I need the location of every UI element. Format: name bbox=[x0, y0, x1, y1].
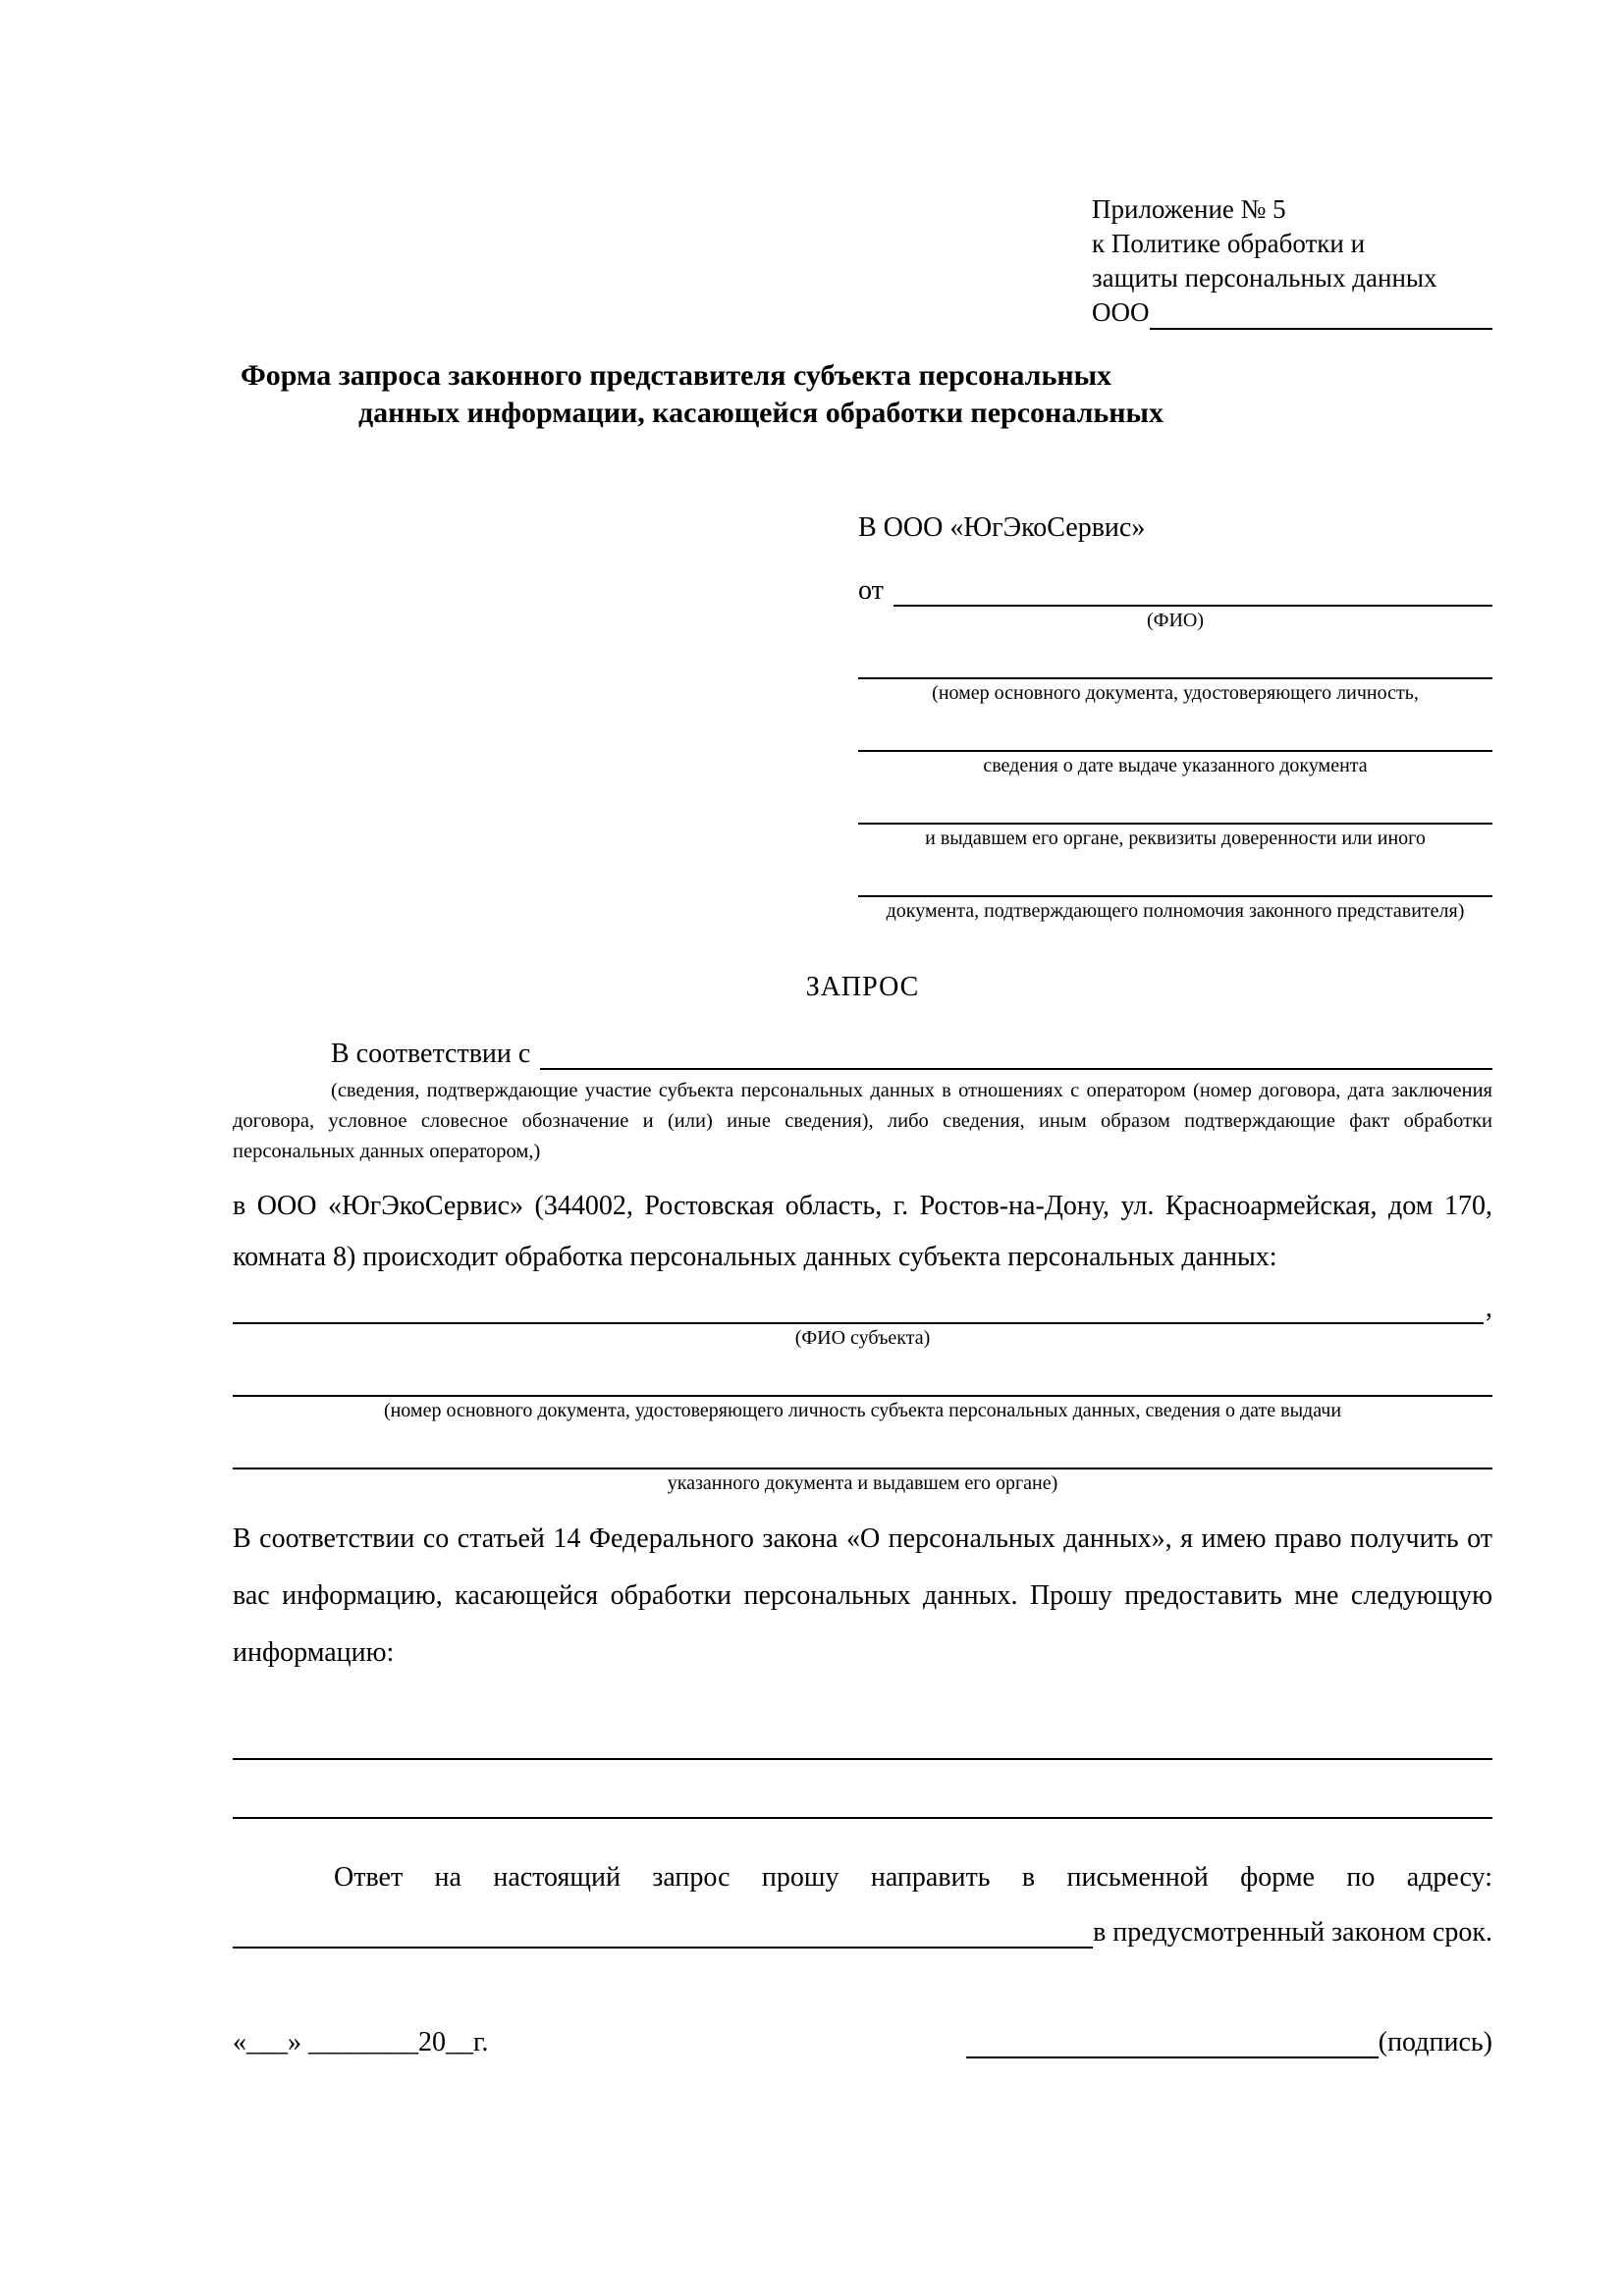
field-caption: документа, подтверждающего полномочия законного представителя) bbox=[886, 900, 1465, 922]
accordance-blank-line bbox=[540, 1041, 1492, 1070]
signature-blank-line bbox=[966, 2029, 1379, 2058]
law-paragraph: В соответствии со статьей 14 Федерального закона «О персональных данных», я имею право получить от вас информацию, касающейся обработки персональных данных. Прошу предоставить мне следующую информацию: bbox=[233, 1523, 1492, 1668]
field-caption: сведения о дате выдаче указанного документа bbox=[983, 755, 1368, 776]
appendix-note-line: защиты персональных данных bbox=[1092, 263, 1437, 293]
field-caption: и выдавшем его органе, реквизиты доверенности или иного bbox=[925, 828, 1426, 849]
requested-information-blank-line bbox=[233, 1758, 1492, 1760]
footer-row bbox=[233, 2027, 1492, 2058]
answer-paragraph: Ответ на настоящий запрос прошу направить в письменной форме по адресу: bbox=[334, 1862, 1492, 1893]
subject-name-blank-line bbox=[233, 1295, 1484, 1324]
accordance-note: (сведения, подтверждающие участие субъекта персональных данных в отношениях с оператором (номер договора, дата заключения договора, условное словесное обозначение и (или) иные сведения), либо сведения, иным образом подтверждающие факт обработки персональных данных оператором,) bbox=[233, 1080, 1492, 1162]
requested-information-blank-line bbox=[233, 1817, 1492, 1819]
appendix-note bbox=[1092, 192, 1492, 330]
document-number-blank-line bbox=[858, 632, 1492, 679]
from-label: от bbox=[858, 575, 884, 606]
issuing-authority-blank-line bbox=[858, 777, 1492, 825]
subject-document-blank-line bbox=[233, 1350, 1492, 1397]
page-title-line: Форма запроса законного представителя субъекта персональных bbox=[241, 359, 1112, 392]
answer-address-blank-line bbox=[233, 1919, 1093, 1949]
date-field: «___» ________20__г. bbox=[233, 2027, 489, 2057]
representative-name-blank-line bbox=[893, 577, 1492, 607]
field-caption: (ФИО субъекта) bbox=[794, 1327, 931, 1349]
company-name-row bbox=[1092, 295, 1492, 330]
subject-name-comma: , bbox=[1486, 1293, 1492, 1323]
addressee-company: В ООО «ЮгЭкоСервис» bbox=[858, 512, 1146, 543]
appendix-note-line: Приложение № 5 bbox=[1092, 194, 1286, 224]
from-row bbox=[858, 575, 1492, 607]
issue-date-blank-line bbox=[858, 705, 1492, 752]
page-title-line: данных информации, касающейся обработки персональных bbox=[358, 397, 1164, 429]
authority-document-blank-line bbox=[858, 850, 1492, 897]
accordance-prefix: В соответствии с bbox=[331, 1039, 531, 1069]
field-caption: указанного документа и выдавшем его органе) bbox=[667, 1472, 1058, 1494]
field-caption: (ФИО) bbox=[1146, 610, 1204, 631]
company-prefix: ООО bbox=[1092, 297, 1150, 327]
field-caption: (номер основного документа, удостоверяющего личность, bbox=[932, 682, 1419, 704]
request-heading: ЗАПРОС bbox=[805, 972, 920, 1002]
operator-paragraph: в ООО «ЮгЭкоСервис» (344002, Ростовская область, г. Ростов-на-Дону, ул. Красноармейская, дом 170, комната 8) происходит обработка персональных данных субъекта персональных данных: bbox=[233, 1191, 1492, 1272]
signature-group bbox=[966, 2027, 1492, 2058]
signature-caption: (подпись) bbox=[1378, 2027, 1492, 2057]
accordance-row bbox=[233, 1039, 1492, 1070]
subject-document-authority-blank-line bbox=[233, 1422, 1492, 1469]
page-title bbox=[233, 357, 1492, 432]
answer-suffix: в предусмотренный законом срок. bbox=[1093, 1917, 1492, 1948]
appendix-note-line: к Политике обработки и bbox=[1092, 229, 1366, 258]
subject-name-row bbox=[233, 1293, 1492, 1324]
field-caption: (номер основного документа, удостоверяющего личность субъекта персональных данных, сведения о дате выдачи bbox=[383, 1400, 1342, 1421]
addressee-block bbox=[858, 512, 1492, 923]
company-name-blank-line bbox=[1150, 300, 1493, 330]
answer-address-row bbox=[233, 1917, 1492, 1949]
